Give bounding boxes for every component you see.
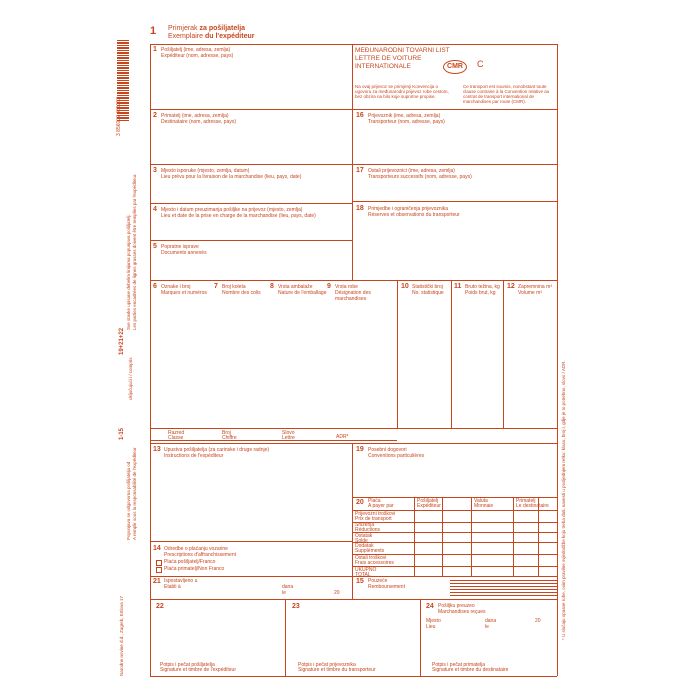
field-19-hr: Posebni dogovori	[368, 447, 407, 453]
field-9-fr: Désignation des marchandises	[335, 290, 371, 302]
row-other-fr: Frais accessoires	[355, 560, 394, 566]
title-line2: LETTRE DE VOITURE	[355, 55, 422, 62]
field-16-number: 16	[356, 112, 364, 119]
field-16-hr: Prijevoznik (ime, adresa, zemlja)	[368, 113, 441, 119]
row-total-fr: TOTAL	[355, 572, 371, 578]
field-5-hr: Popratne isprave	[161, 244, 199, 250]
field-7-number: 7	[214, 283, 218, 290]
cmr-logo: CMR	[443, 60, 467, 74]
convention-note-fr: Ce transport est soumis, nonobstant toute clause contraire à la Convention relative au contrat de transport international de marchandises par route (CMR).	[463, 84, 550, 104]
right-margin-note: * U slučaju opasne robe, osim pravilne svjedodžbe koju treba dati, navesti u posljednjem retku: klasu, broj i, gdje je to potrebno, slovo / ADR.	[561, 360, 566, 640]
field-3-fr: Lieu prévu pour la livraison de la marchandise (lieu, pays, date)	[161, 174, 302, 180]
field-7-fr: Nombre des colis	[222, 290, 261, 296]
field-10-number: 10	[401, 283, 409, 290]
field-14-hr: Odredbe o plaćanju vozarine	[164, 546, 228, 552]
field-21-year: 20	[334, 590, 340, 596]
field-18-hr: Primjedbe i ograničenja prijevoznika	[368, 206, 449, 212]
col-sender-fr: Expéditeur	[417, 503, 441, 509]
field-3-hr: Mjesto isporuke (mjesto, zemlja, datum)	[161, 168, 250, 174]
field-17-number: 17	[356, 167, 364, 174]
field-9-hr: Vrsta robe	[335, 284, 358, 290]
field-14-number: 14	[153, 545, 161, 552]
field-24-lieu: Lieu	[426, 624, 436, 630]
field-4-hr: Mjesto i datum preuzimanja pošiljke na prijevoz (mjesto, zemlja)	[161, 207, 303, 213]
sender-signature-hr: Potpis i pečat pošiljatelja	[160, 662, 215, 668]
field-11-fr: Poids brut, kg	[465, 290, 496, 296]
row-freight-fr: Prix de transport	[355, 516, 392, 522]
row-other-hr: Ostali troškovi	[355, 555, 387, 561]
field-2-number: 2	[153, 112, 157, 119]
field-10-hr: Statistički broj	[412, 284, 443, 290]
row-total-hr: UKUPNO	[355, 567, 377, 573]
field-5-fr: Documents annexés	[161, 250, 207, 256]
row-balance-fr: Solde	[355, 538, 368, 544]
field-8-number: 8	[270, 283, 274, 290]
row-reductions-fr: Réductions	[355, 527, 381, 533]
field-24-le: le	[485, 624, 489, 630]
convention-note-hr: Na ovaj prijevoz se primjenji Konvencija o ugovoru za međunarodni prijevoz robe cestom, bez obzira na bilo koje suprotne propise.	[355, 84, 449, 99]
field-13-number: 13	[153, 446, 161, 453]
field-10-fr: No. statistique	[412, 290, 444, 296]
field-14-fr: Prescriptions d'affranchissement	[164, 552, 237, 558]
franco-checkbox[interactable]	[156, 560, 162, 566]
field-19-fr: Conventions particulières	[368, 453, 425, 459]
carrier-signature-fr: Signature et timbre du transporteur	[298, 667, 376, 673]
field-12-fr: Volume m³	[518, 290, 542, 296]
field-12-number: 12	[507, 283, 515, 290]
field-2-fr: Destinataire (nom, adresse, pays)	[161, 119, 237, 125]
field-1-hr: Pošiljatelj (ime, adresa, zemlja)	[161, 47, 231, 53]
adr-chiffre: Chiffre	[222, 435, 237, 441]
row-freight-hr: Prijevozni troškovi	[355, 511, 396, 517]
adr-label: ADR*	[336, 434, 349, 440]
field-4-number: 4	[153, 206, 157, 213]
margin-note4: A remplir sous la responsabilité de l'expéditeur	[132, 447, 137, 540]
field-24-fr: Marchandises reçues	[438, 609, 486, 615]
margin-rows-a: 1-15	[119, 427, 125, 440]
row-supplements-hr: Dodatak	[355, 543, 374, 549]
field-21-number: 21	[153, 578, 161, 585]
margin-rows-b: 19+21+22	[119, 327, 125, 355]
field-24-dana: dana	[485, 618, 497, 624]
adr-lettre: Lettre	[282, 435, 295, 441]
field-18-fr: Réserves et observations du transporteur	[368, 212, 460, 218]
margin-note-fr: Les parties encadrées de lignes grasses doivent être remplies par l'expéditeur.	[132, 173, 137, 330]
field-15-fr: Remboursement	[368, 584, 405, 590]
field-19-number: 19	[356, 446, 364, 453]
col-consignee-hr: Primatelj	[516, 498, 536, 504]
consignee-signature-fr: Signature et timbre du destinataire	[432, 667, 509, 673]
copy-title-fr: Exemplaire du l'expéditeur	[168, 33, 255, 40]
form-letter: C	[477, 59, 484, 69]
field-1-number: 1	[153, 46, 157, 53]
margin-rows-note: uključujući i / compris	[128, 357, 133, 400]
franco-label: Plaća pošiljatelj/Franco	[164, 559, 216, 565]
field-4-fr: Lieu et date de la prise en charge de la marchandise (lieu, pays, date)	[161, 213, 316, 219]
carrier-signature-hr: Potpis i pečat prijevoznika	[298, 662, 356, 668]
field-16-fr: Transporteur (nom, adresse, pays)	[368, 119, 445, 125]
adr-razred: Razred	[168, 430, 185, 436]
row-reductions-hr: Sniženja	[355, 522, 375, 528]
adr-classe: Classe	[168, 435, 184, 441]
field-9-number: 9	[327, 283, 331, 290]
field-5-number: 5	[153, 243, 157, 250]
field-17-fr: Transporteurs successifs (nom, adresse, pays)	[368, 174, 472, 180]
field-20-number: 20	[356, 499, 364, 506]
non-franco-label: Plaća primatelj/Non Franco	[164, 566, 225, 572]
field-15-hr: Pouzeće	[368, 578, 388, 584]
row-supplements-fr: Suppléments	[355, 548, 385, 554]
barcode-number: 3 856002 465153	[116, 97, 122, 136]
field-3-number: 3	[153, 167, 157, 174]
field-17-hr: Ostali prijevoznici (ime, adresa, zemlja)	[368, 168, 455, 174]
field-12-hr: Zapremnina m³	[518, 284, 552, 290]
field-23-number: 23	[292, 603, 300, 610]
col-sender-hr: Pošiljatelj	[417, 498, 439, 504]
field-15-number: 15	[356, 578, 364, 585]
row-balance-hr: Ostatak	[355, 533, 373, 539]
field-2-hr: Primatelj (ime, adresa, zemlja)	[161, 113, 229, 119]
sender-signature-fr: Signature et timbre de l'expéditeur	[160, 667, 236, 673]
field-24-year: 20	[535, 618, 541, 624]
field-13-hr: Upustva pošiljatelja (za carinske i druge radnje)	[164, 447, 270, 453]
field-24-number: 24	[426, 603, 434, 610]
publisher: Narodne novine d.d., Zagreb, Ertlova 17	[119, 595, 124, 676]
copy-title-hr: Primjerak za pošiljatelja	[168, 25, 246, 32]
field-20-fr: A payer par	[368, 503, 394, 509]
margin-note-hr: Sve stavke upisane debelim linijama popunjava pošiljatelj.	[126, 214, 131, 330]
field-13-fr: Instructions de l'expéditeur	[164, 453, 224, 459]
field-1-fr: Expéditeur (nom, adresse, pays)	[161, 53, 234, 59]
title-line1: MEĐUNARODNI TOVARNI LIST	[355, 47, 450, 54]
field-11-number: 11	[454, 283, 462, 290]
field-8-hr: Vrsta ambalaže	[278, 284, 313, 290]
adr-broj: Broj	[222, 430, 231, 436]
field-20-hr: Plaća	[368, 498, 381, 504]
col-consignee-fr: Le destinataire	[516, 503, 549, 509]
field-8-fr: Nature de l'emballage	[278, 290, 327, 296]
field-6-hr: Oznake i broj	[161, 284, 191, 290]
field-24-hr: Pošiljku preuzeo	[438, 603, 475, 609]
field-21-le: le	[282, 590, 286, 596]
field-6-number: 6	[153, 283, 157, 290]
adr-slovo: Slovo	[282, 430, 295, 436]
col-currency-fr: Monnaie	[474, 503, 494, 509]
field-24-mjesto: Mjesto	[426, 618, 441, 624]
field-6-fr: Marques et numéros	[161, 290, 207, 296]
field-21-dana: dana	[282, 584, 294, 590]
col-currency-hr: Valuta	[474, 498, 488, 504]
field-7-hr: Broj koleta	[222, 284, 246, 290]
margin-note3: Popunjava se odgovorna pošiljatelja od	[126, 461, 131, 540]
field-21-fr: Etabli à	[164, 584, 181, 590]
title-line3: INTERNATIONALE	[355, 63, 411, 70]
non-franco-checkbox[interactable]	[156, 567, 162, 573]
field-18-number: 18	[356, 205, 364, 212]
field-21-hr: Ispostavljeno u	[164, 578, 198, 584]
field-11-hr: Bruto težina, kg	[465, 284, 500, 290]
copy-number: 1	[150, 25, 157, 37]
consignee-signature-hr: Potpis i pečat primatelja	[432, 662, 486, 668]
field-22-number: 22	[156, 603, 164, 610]
